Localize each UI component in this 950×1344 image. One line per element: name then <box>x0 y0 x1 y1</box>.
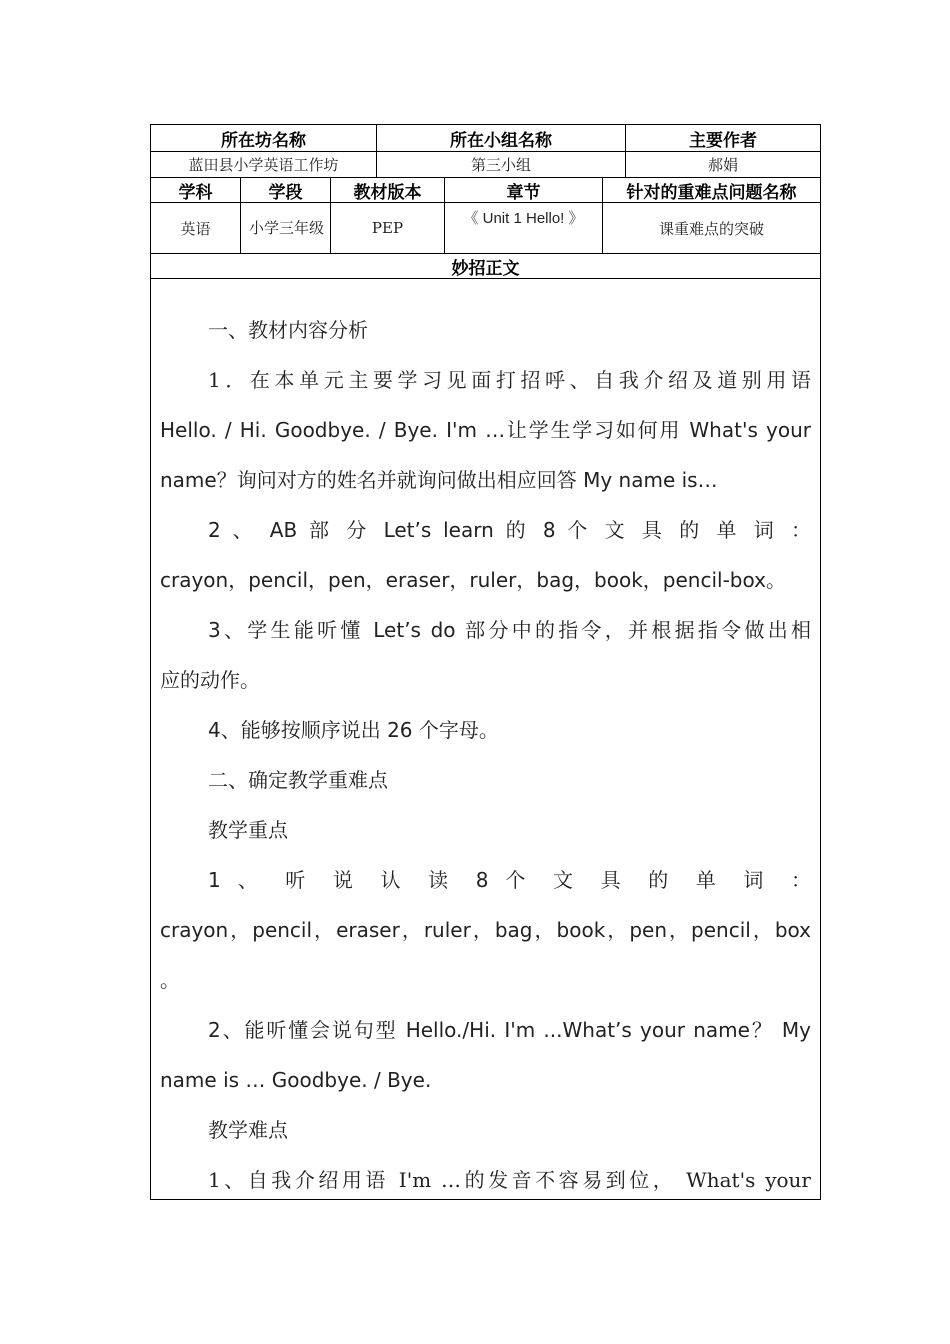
lesson-table <box>150 124 821 1200</box>
header-row-1 <box>151 125 820 152</box>
paragraph-1-line-3: name？询问对方的姓名并就询问做出相应回答 My name is… <box>160 468 718 492</box>
paragraph-3-line-1: 3、学生能听懂 Let’s do 部分中的指令，并根据指令做出相 <box>208 618 811 642</box>
subject-value: 英语 <box>151 203 241 253</box>
group-value: 第三小组 <box>377 152 626 177</box>
paragraph-2-line-1: 2 、 AB 部 分 Let’s learn 的 8 个 文 具 的 单 词 ： <box>208 518 811 542</box>
section-title: 妙招正文 <box>451 258 520 279</box>
chapter-value: 《 Unit 1 Hello! 》 <box>445 203 603 253</box>
heading-content-analysis: 一、教材内容分析 <box>208 318 368 342</box>
focus-2-line-1: 2、能听懂会说句型 Hello./Hi. I'm ...What’s your name？ My <box>208 1018 811 1042</box>
paragraph-2-line-2: crayon，pencil，pen，eraser，ruler，bag，book，pencil-box。 <box>160 568 786 592</box>
paragraph-4: 4、能够按顺序说出 26 个字母。 <box>208 718 499 742</box>
issue-label: 针对的重难点问题名称 <box>626 182 797 203</box>
teaching-difficulty-title: 教学难点 <box>208 1118 288 1142</box>
paragraph-3-line-2: 应的动作。 <box>160 668 260 692</box>
header-row-2 <box>151 178 820 203</box>
edition-value: PEP <box>331 203 445 253</box>
subject-label: 学科 <box>151 178 241 202</box>
focus-1-line-3: 。 <box>160 968 180 992</box>
value-row-2 <box>151 203 820 254</box>
teaching-focus-title: 教学重点 <box>208 818 288 842</box>
workshop-label: 所在坊名称 <box>151 125 377 151</box>
author-value: 郝娟 <box>707 156 738 174</box>
paragraph-1-line-2: Hello. / Hi. Goodbye. / Bye. I'm …让学生学习如何用 What's your <box>160 418 811 442</box>
heading-key-points: 二、确定教学重难点 <box>208 768 388 792</box>
focus-1-line-1: 1 、 听 说 认 读 8 个 文 具 的 单 词 ： <box>208 868 811 892</box>
article-body <box>160 305 811 1205</box>
group-label: 所在小组名称 <box>377 125 626 151</box>
paragraph-1-line-1: 1．在本单元主要学习见面打招呼、自我介绍及道别用语 <box>208 368 811 392</box>
issue-value: 课重难点的突破 <box>658 219 764 238</box>
focus-1-line-2: crayon，pencil，eraser，ruler，bag，book，pen，pencil，box <box>160 918 811 942</box>
chapter-label: 章节 <box>445 178 603 202</box>
edition-label: 教材版本 <box>331 178 445 202</box>
section-title-row <box>151 254 820 279</box>
value-row-1 <box>151 152 820 178</box>
grade-value: 小学三年级 <box>241 203 331 253</box>
workshop-value: 蓝田县小学英语工作坊 <box>151 152 377 177</box>
author-label: 主要作者 <box>689 130 757 151</box>
grade-label: 学段 <box>241 178 331 202</box>
focus-2-line-2: name is … Goodbye. / Bye. <box>160 1068 432 1092</box>
difficulty-1-line-1: 1、自我介绍用语 I'm …的发音不容易到位， What's your <box>208 1168 811 1192</box>
